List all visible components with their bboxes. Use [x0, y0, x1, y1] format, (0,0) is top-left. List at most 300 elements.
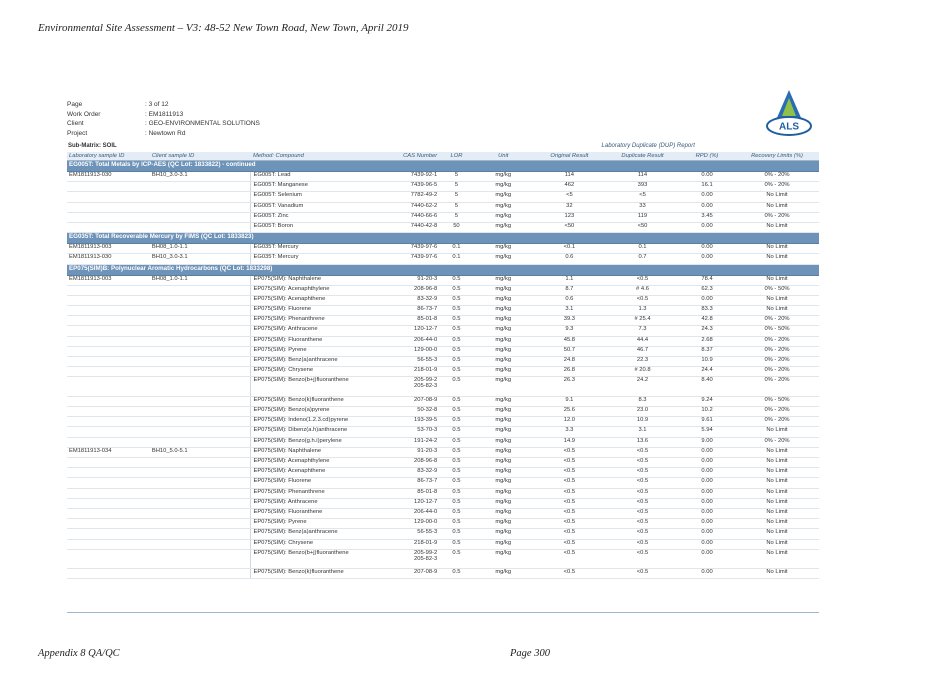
table-cell: 50.7 — [533, 346, 606, 356]
table-cell: EP075(SIM): Pyrene — [251, 346, 367, 356]
table-cell: 78.4 — [679, 275, 735, 285]
table-cell: 0.5 — [439, 306, 473, 316]
table-cell: 0.5 — [439, 377, 473, 397]
table-cell: mg/kg — [474, 306, 533, 316]
table-cell — [150, 357, 251, 367]
table-cell: 0.5 — [439, 508, 473, 518]
table-cell: 0.00 — [679, 244, 735, 254]
table-cell: 5 — [439, 182, 473, 192]
table-cell: 8.37 — [679, 346, 735, 356]
table-cell: 120-12-7 — [367, 326, 439, 336]
table-cell: 10.2 — [679, 407, 735, 417]
table-cell — [67, 478, 150, 488]
table-cell: 205-99-2 205-82-3 — [367, 549, 439, 569]
table-cell: EG005T: Vanadium — [251, 202, 367, 212]
table-row — [67, 202, 819, 212]
table-cell: 83-32-9 — [367, 468, 439, 478]
table-cell: <0.5 — [606, 549, 679, 569]
table-cell: EG005T: Selenium — [251, 192, 367, 202]
table-cell: mg/kg — [474, 519, 533, 529]
table-cell: 0.5 — [439, 468, 473, 478]
table-cell: 3.1 — [533, 306, 606, 316]
table-cell: EP075(SIM): Acenaphthene — [251, 295, 367, 305]
table-cell: EP075(SIM): Chrysene — [251, 367, 367, 377]
table-cell: 393 — [606, 182, 679, 192]
table-cell: No Limit — [735, 306, 819, 316]
table-cell: 23.0 — [606, 407, 679, 417]
table-cell: mg/kg — [474, 336, 533, 346]
table-cell: <0.1 — [533, 244, 606, 254]
table-cell: <0.5 — [533, 488, 606, 498]
table-cell: EP075(SIM): Anthracene — [251, 498, 367, 508]
table-cell: <0.5 — [606, 478, 679, 488]
table-row — [67, 295, 819, 305]
table-cell: 0% - 20% — [735, 346, 819, 356]
table-row — [67, 468, 819, 478]
table-cell: EP075(SIM): Pyrene — [251, 519, 367, 529]
table-cell: EP075(SIM): Fluoranthene — [251, 508, 367, 518]
table-cell: 9.24 — [679, 396, 735, 406]
table-cell: EP075(SIM): Indeno(1.2.3.cd)pyrene — [251, 417, 367, 427]
table-cell: <50 — [606, 222, 679, 232]
col-header: Original Result — [533, 152, 606, 161]
table-cell — [150, 182, 251, 192]
table-cell: 5 — [439, 172, 473, 182]
table-cell: mg/kg — [474, 244, 533, 254]
table-cell: mg/kg — [474, 202, 533, 212]
table-cell: 218-01-9 — [367, 539, 439, 549]
table-cell: EM1811913-030 — [67, 254, 150, 264]
table-cell: 0.5 — [439, 447, 473, 457]
table-cell: mg/kg — [474, 346, 533, 356]
table-cell: 0.5 — [439, 357, 473, 367]
table-cell: 5.94 — [679, 427, 735, 437]
table-cell — [67, 222, 150, 232]
meta-key: Client — [67, 120, 84, 127]
table-cell — [67, 326, 150, 336]
table-cell: <0.5 — [533, 539, 606, 549]
table-cell: No Limit — [735, 539, 819, 549]
table-cell: EP075(SIM): Acenaphthene — [251, 468, 367, 478]
table-cell: BH10_3.0-3.1 — [150, 254, 251, 264]
table-cell: 2.68 — [679, 336, 735, 346]
table-cell: 0.5 — [439, 417, 473, 427]
table-cell: mg/kg — [474, 326, 533, 336]
table-cell: mg/kg — [474, 417, 533, 427]
table-cell — [150, 427, 251, 437]
table-cell — [150, 498, 251, 508]
table-cell: 0.5 — [439, 549, 473, 569]
table-cell — [67, 192, 150, 202]
table-cell: 24.3 — [679, 326, 735, 336]
table-cell: EP075(SIM): Dibenz(a.h)anthracene — [251, 427, 367, 437]
table-cell — [150, 458, 251, 468]
table-cell: 0% - 20% — [735, 316, 819, 326]
table-cell: 207-08-9 — [367, 396, 439, 406]
table-cell: EP075(SIM): Naphthalene — [251, 447, 367, 457]
table-cell: mg/kg — [474, 357, 533, 367]
table-body — [67, 161, 819, 579]
table-row — [67, 549, 819, 569]
table-cell: 46.7 — [606, 346, 679, 356]
table-cell — [150, 529, 251, 539]
table-cell: 0.00 — [679, 254, 735, 264]
table-cell — [67, 377, 150, 397]
table-cell: 0.00 — [679, 458, 735, 468]
table-cell: 91-20-3 — [367, 447, 439, 457]
report-title-row — [67, 143, 819, 152]
table-cell: <0.5 — [533, 549, 606, 569]
table-cell — [67, 427, 150, 437]
table-cell: 9.61 — [679, 417, 735, 427]
table-cell: 0.00 — [679, 529, 735, 539]
table-cell — [150, 549, 251, 569]
table-cell — [67, 367, 150, 377]
table-cell: No Limit — [735, 458, 819, 468]
table-cell: No Limit — [735, 549, 819, 569]
table-cell: BH08_1.0-1.1 — [150, 244, 251, 254]
table-cell: mg/kg — [474, 437, 533, 447]
table-cell: 45.8 — [533, 336, 606, 346]
table-cell: mg/kg — [474, 458, 533, 468]
table-cell: mg/kg — [474, 488, 533, 498]
table-cell — [67, 498, 150, 508]
table-cell: 7439-96-5 — [367, 182, 439, 192]
table-cell: 8.7 — [533, 285, 606, 295]
table-cell — [150, 316, 251, 326]
table-cell: 206-44-0 — [367, 508, 439, 518]
table-cell: mg/kg — [474, 367, 533, 377]
table-cell: 0.5 — [439, 396, 473, 406]
meta-key: Page — [67, 101, 83, 108]
meta-key: Project — [67, 129, 88, 137]
table-cell: mg/kg — [474, 508, 533, 518]
table-cell: 86-73-7 — [367, 478, 439, 488]
table-cell: EP075(SIM): Anthracene — [251, 326, 367, 336]
dup-report — [67, 143, 819, 579]
table-cell — [67, 458, 150, 468]
table-cell: 0% - 50% — [735, 396, 819, 406]
table-cell: 85-01-8 — [367, 316, 439, 326]
table-cell — [150, 478, 251, 488]
table-cell: <0.5 — [606, 508, 679, 518]
meta-row — [67, 129, 260, 139]
table-cell: No Limit — [735, 254, 819, 264]
table-cell — [67, 529, 150, 539]
table-cell: 10.9 — [679, 357, 735, 367]
table-cell: 7.3 — [606, 326, 679, 336]
table-cell: No Limit — [735, 498, 819, 508]
table-cell: # 4.6 — [606, 285, 679, 295]
table-cell: EP075(SIM): Benzo(k)fluoranthene — [251, 569, 367, 579]
table-cell: mg/kg — [474, 222, 533, 232]
section-header-row — [67, 233, 819, 244]
table-cell: 83.3 — [679, 306, 735, 316]
table-row — [67, 478, 819, 488]
table-cell: 114 — [606, 172, 679, 182]
document-header: Environmental Site Assessment – V3: 48-52 New Town Road, New Town, April 2019 — [38, 22, 409, 34]
table-cell — [67, 202, 150, 212]
table-row — [67, 437, 819, 447]
table-cell: No Limit — [735, 295, 819, 305]
table-cell: 16.1 — [679, 182, 735, 192]
table-cell: 8.40 — [679, 377, 735, 397]
table-cell: <0.5 — [533, 458, 606, 468]
table-cell: <0.5 — [606, 447, 679, 457]
table-cell: 7439-97-6 — [367, 244, 439, 254]
table-cell: 42.8 — [679, 316, 735, 326]
table-cell: 5 — [439, 192, 473, 202]
table-cell: EM1811913-034 — [67, 447, 150, 457]
table-row — [67, 417, 819, 427]
table-cell — [150, 222, 251, 232]
table-row — [67, 529, 819, 539]
section-title: EG005T: Total Metals by ICP-AES (QC Lot: 1833822) - continued — [67, 161, 819, 172]
table-cell: 0.5 — [439, 275, 473, 285]
table-cell: 50 — [439, 222, 473, 232]
meta-value: : 3 of 12 — [145, 101, 169, 108]
table-cell: 1.3 — [606, 306, 679, 316]
table-cell — [150, 569, 251, 579]
table-cell: BH10_5.0-5.1 — [150, 447, 251, 457]
table-cell: 25.6 — [533, 407, 606, 417]
table-cell: EP075(SIM): Benz(a)anthracene — [251, 529, 367, 539]
table-cell: mg/kg — [474, 275, 533, 285]
table-row — [67, 458, 819, 468]
table-cell: 0.5 — [439, 437, 473, 447]
table-cell — [150, 377, 251, 397]
table-cell: mg/kg — [474, 549, 533, 569]
table-row — [67, 182, 819, 192]
table-cell: 119 — [606, 212, 679, 222]
table-cell: 85-01-8 — [367, 488, 439, 498]
table-cell: 56-55-3 — [367, 529, 439, 539]
meta-value: : EM1811913 — [145, 110, 184, 118]
table-cell — [150, 285, 251, 295]
table-cell: No Limit — [735, 519, 819, 529]
table-cell: 0.00 — [679, 549, 735, 569]
table-cell: 22.3 — [606, 357, 679, 367]
col-header: RPD (%) — [679, 152, 735, 161]
table-cell — [150, 437, 251, 447]
table-cell: 0% - 50% — [735, 326, 819, 336]
table-cell: 24.2 — [606, 377, 679, 397]
table-cell: EG035T: Mercury — [251, 244, 367, 254]
table-cell: EP075(SIM): Acenaphthylene — [251, 458, 367, 468]
table-row — [67, 569, 819, 579]
table-cell: No Limit — [735, 192, 819, 202]
table-cell: 5 — [439, 212, 473, 222]
table-cell — [150, 202, 251, 212]
table-cell: mg/kg — [474, 182, 533, 192]
table-cell: 7439-92-1 — [367, 172, 439, 182]
table-cell — [150, 192, 251, 202]
col-header: LOR — [439, 152, 473, 161]
table-cell: 0% - 20% — [735, 182, 819, 192]
table-cell: 9.00 — [679, 437, 735, 447]
table-cell: BH08_1.0-1.1 — [150, 275, 251, 285]
table-row — [67, 222, 819, 232]
col-header: Laboratory sample ID — [67, 152, 150, 161]
footer-page-number: Page 300 — [510, 648, 550, 659]
table-cell: 218-01-9 — [367, 367, 439, 377]
table-cell: 129-00-0 — [367, 519, 439, 529]
table-cell: 205-99-2 205-82-3 — [367, 377, 439, 397]
table-row — [67, 519, 819, 529]
table-cell: 0.5 — [439, 519, 473, 529]
table-cell: EP075(SIM): Phenanthrene — [251, 316, 367, 326]
table-cell: 12.0 — [533, 417, 606, 427]
table-cell: 208-96-8 — [367, 458, 439, 468]
table-cell: 14.9 — [533, 437, 606, 447]
table-cell: <0.5 — [606, 295, 679, 305]
table-cell: 0% - 20% — [735, 336, 819, 346]
table-cell: 191-24-2 — [367, 437, 439, 447]
table-cell: 0.00 — [679, 172, 735, 182]
table-cell: 7440-42-8 — [367, 222, 439, 232]
table-cell: 0% - 50% — [735, 285, 819, 295]
table-cell: 13.6 — [606, 437, 679, 447]
table-row — [67, 396, 819, 406]
table-cell: No Limit — [735, 427, 819, 437]
table-cell: 0% - 20% — [735, 357, 819, 367]
table-cell: <0.5 — [606, 569, 679, 579]
table-cell: mg/kg — [474, 468, 533, 478]
table-cell — [67, 306, 150, 316]
table-cell: 0.5 — [439, 336, 473, 346]
meta-row — [67, 100, 260, 110]
table-cell: 0.5 — [439, 407, 473, 417]
report-meta — [67, 100, 260, 138]
table-cell: <0.5 — [533, 569, 606, 579]
table-cell: 0% - 20% — [735, 407, 819, 417]
table-cell: 0.5 — [439, 498, 473, 508]
table-cell: 53-70-3 — [367, 427, 439, 437]
section-title: EP075(SIM)B: Polynuclear Aromatic Hydrocarbons (QC Lot: 1833298) — [67, 264, 819, 275]
table-cell — [150, 519, 251, 529]
table-cell: EP075(SIM): Acenaphthylene — [251, 285, 367, 295]
table-row — [67, 254, 819, 264]
table-cell — [67, 539, 150, 549]
table-cell: 33 — [606, 202, 679, 212]
table-cell: No Limit — [735, 275, 819, 285]
table-cell: 0.5 — [439, 427, 473, 437]
col-header: Unit — [474, 152, 533, 161]
table-cell: 7439-97-6 — [367, 254, 439, 264]
table-cell: <0.5 — [533, 498, 606, 508]
table-cell: <0.5 — [606, 468, 679, 478]
table-cell — [67, 508, 150, 518]
table-row — [67, 357, 819, 367]
table-cell — [150, 396, 251, 406]
table-cell — [150, 212, 251, 222]
table-cell — [67, 417, 150, 427]
table-cell: <0.5 — [533, 478, 606, 488]
table-cell: 0.00 — [679, 519, 735, 529]
table-cell: No Limit — [735, 569, 819, 579]
table-cell: 0.5 — [439, 346, 473, 356]
table-cell: 9.1 — [533, 396, 606, 406]
table-cell: EG005T: Lead — [251, 172, 367, 182]
table-cell: 44.4 — [606, 336, 679, 346]
table-cell: mg/kg — [474, 377, 533, 397]
table-cell: 8.3 — [606, 396, 679, 406]
table-cell: EP075(SIM): Fluoranthene — [251, 336, 367, 346]
table-cell: mg/kg — [474, 529, 533, 539]
table-row — [67, 367, 819, 377]
dup-table — [67, 152, 819, 579]
dup-report-title: Laboratory Duplicate (DUP) Report — [601, 143, 695, 149]
table-cell: EP075(SIM): Benzo(a)pyrene — [251, 407, 367, 417]
table-cell — [67, 519, 150, 529]
footer-appendix: Appendix 8 QA/QC — [38, 648, 120, 659]
table-row — [67, 316, 819, 326]
table-cell — [150, 468, 251, 478]
table-cell: mg/kg — [474, 447, 533, 457]
table-cell: 32 — [533, 202, 606, 212]
table-cell: EP075(SIM): Fluorene — [251, 478, 367, 488]
table-cell: <5 — [606, 192, 679, 202]
table-cell: 207-08-9 — [367, 569, 439, 579]
table-cell: 0.5 — [439, 488, 473, 498]
table-cell: EP075(SIM): Chrysene — [251, 539, 367, 549]
table-cell: EP075(SIM): Benz(a)anthracene — [251, 357, 367, 367]
table-row — [67, 539, 819, 549]
als-logo — [763, 86, 815, 138]
table-cell: 0.00 — [679, 222, 735, 232]
table-cell: mg/kg — [474, 539, 533, 549]
divider — [67, 612, 819, 613]
col-header: CAS Number — [367, 152, 439, 161]
table-row — [67, 407, 819, 417]
table-cell — [67, 569, 150, 579]
table-row — [67, 336, 819, 346]
table-row — [67, 275, 819, 285]
table-cell: 0.00 — [679, 539, 735, 549]
table-cell: No Limit — [735, 447, 819, 457]
table-cell: 24.4 — [679, 367, 735, 377]
table-cell: 0.5 — [439, 316, 473, 326]
table-cell: <0.5 — [606, 529, 679, 539]
table-cell — [150, 539, 251, 549]
table-cell: 3.3 — [533, 427, 606, 437]
table-cell: mg/kg — [474, 427, 533, 437]
table-cell: 0.00 — [679, 569, 735, 579]
col-header: Duplicate Result — [606, 152, 679, 161]
section-title: EG035T: Total Recoverable Mercury by FIMS (QC Lot: 1833823) — [67, 233, 819, 244]
table-cell: 0.1 — [439, 244, 473, 254]
table-cell: 26.8 — [533, 367, 606, 377]
table-cell: 39.3 — [533, 316, 606, 326]
table-cell: 0.5 — [439, 529, 473, 539]
meta-value: : GEO-ENVIRONMENTAL SOLUTIONS — [145, 120, 260, 127]
table-cell: 0.7 — [606, 254, 679, 264]
table-cell: mg/kg — [474, 295, 533, 305]
table-cell: 0.6 — [533, 295, 606, 305]
table-cell: 0.00 — [679, 202, 735, 212]
table-cell: <50 — [533, 222, 606, 232]
table-cell: 0% - 20% — [735, 417, 819, 427]
table-cell: 5 — [439, 202, 473, 212]
table-cell: EG005T: Manganese — [251, 182, 367, 192]
table-cell: 0.5 — [439, 539, 473, 549]
table-cell: EP075(SIM): Benzo(b+j)fluoranthene — [251, 377, 367, 397]
table-row — [67, 326, 819, 336]
table-cell: <0.5 — [606, 498, 679, 508]
table-cell: 62.3 — [679, 285, 735, 295]
table-cell: EG035T: Mercury — [251, 254, 367, 264]
table-cell — [150, 367, 251, 377]
